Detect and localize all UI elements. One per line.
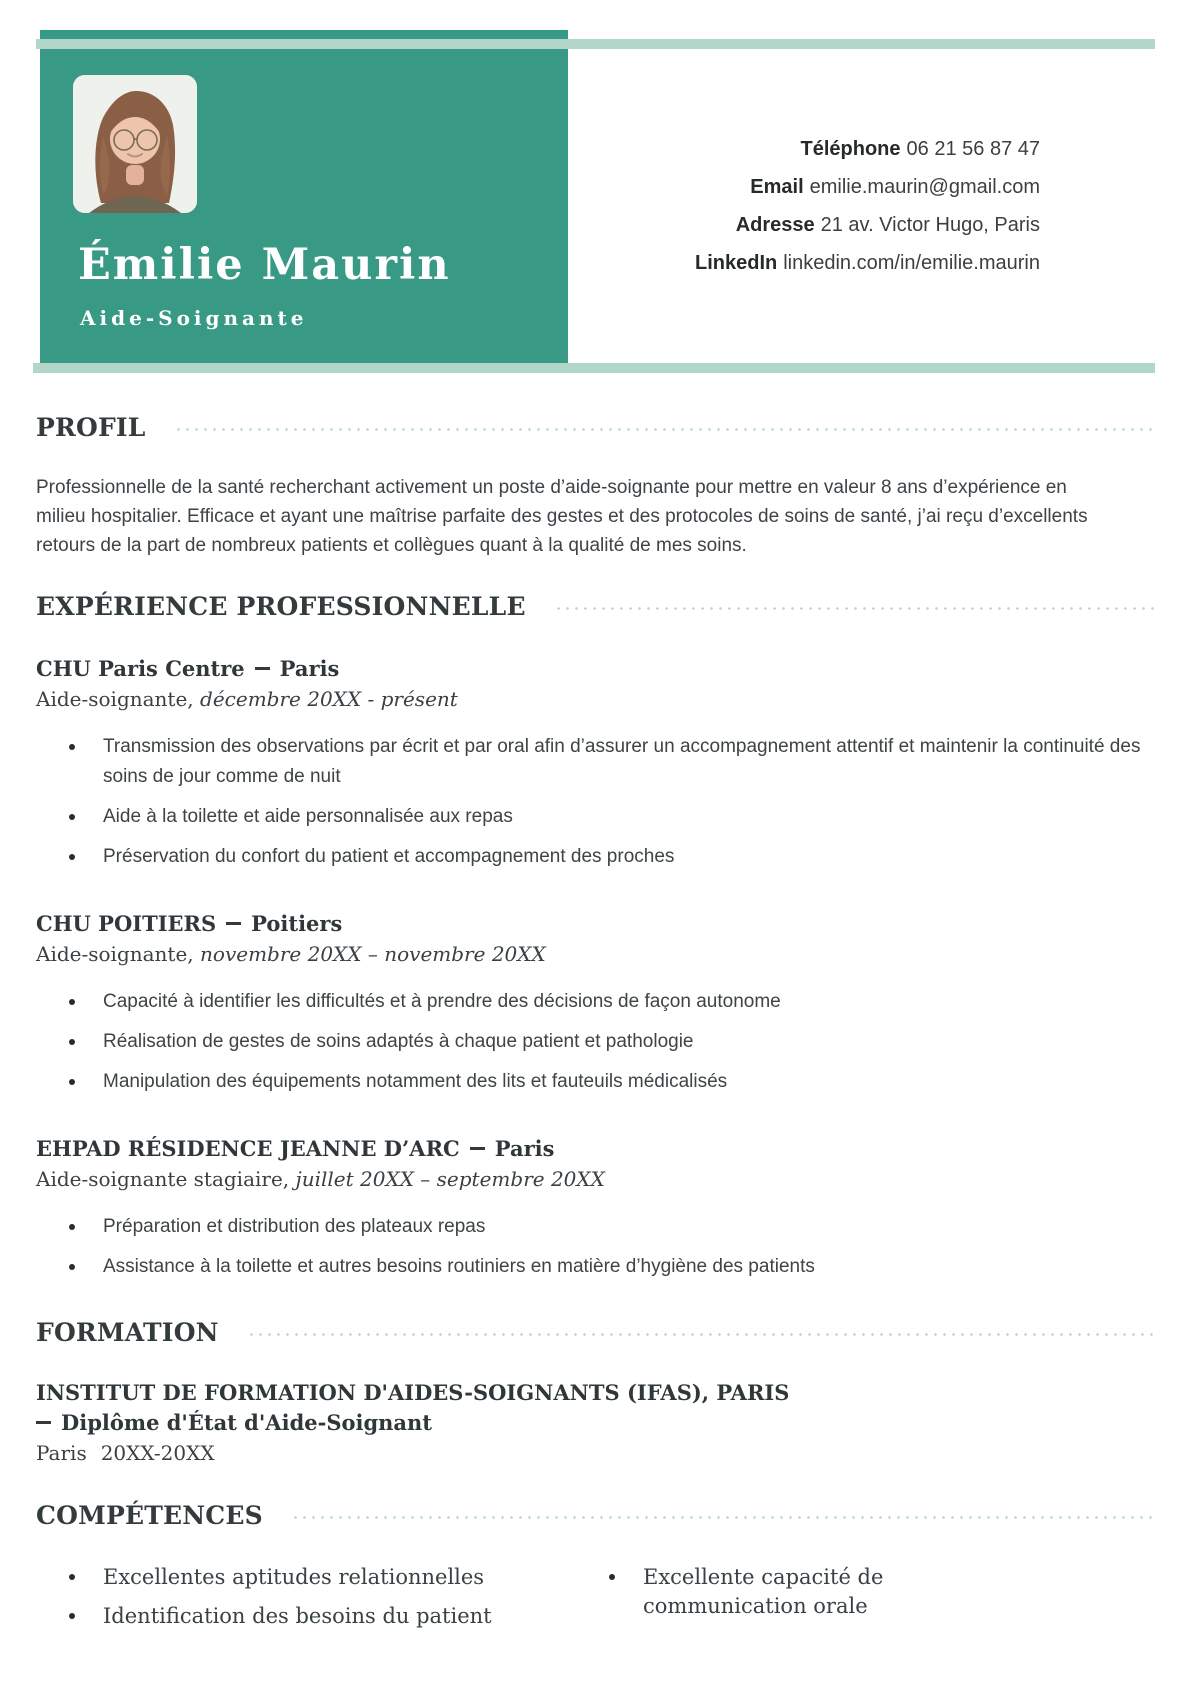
competence-item: Excellentes aptitudes relationnelles — [36, 1563, 608, 1592]
competences-list — [608, 1563, 1155, 1621]
job-employer: CHU Paris Centre — [36, 656, 245, 681]
dotted-divider — [247, 1333, 1155, 1336]
job-location: Paris — [494, 1136, 555, 1161]
profile-photo — [73, 75, 197, 213]
education-meta-line — [36, 1440, 1155, 1467]
competence-item: Excellente capacité de communication orale — [608, 1563, 903, 1621]
job-role-line — [36, 941, 1155, 968]
job-role-line — [36, 1166, 1155, 1193]
email-label: Email — [750, 176, 804, 198]
job-dates: novembre 20XX – novembre 20XX — [200, 942, 546, 966]
bullet-item: Transmission des observations par écrit et par oral afin d’assurer un accompagnement attentif et maintenir la continuité des soins de jour comme de nuit — [36, 732, 1155, 792]
job-role: Aide-soignante, — [36, 687, 194, 711]
job-entry — [36, 1135, 1155, 1282]
dotted-divider — [291, 1516, 1155, 1519]
dash-separator — [36, 1421, 51, 1424]
job-location: Paris — [279, 656, 340, 681]
profile-photo-illustration — [73, 75, 197, 213]
profil-paragraph: Professionnelle de la santé recherchant activement un poste d’aide-soignante pour mettre en valeur 8 ans d’expérience en milieu hospitalier. Efficace et ayant une maîtrise parfaite des gestes et des protocoles de soins de santé, j’ai reçu d’excellents retours de la part de nombreux patients et collègues quant à la qualité de mes soins. — [36, 477, 1088, 556]
job-bullet-list — [36, 1212, 1155, 1282]
competences-left-column — [36, 1563, 608, 1641]
email-value: emilie.maurin@gmail.com — [809, 176, 1040, 198]
job-entry — [36, 910, 1155, 1097]
education-location: Paris — [36, 1441, 87, 1465]
section-profil-title: PROFIL — [36, 413, 146, 442]
linkedin-value: linkedin.com/in/emilie.maurin — [783, 252, 1040, 274]
section-formation-heading-row — [36, 1318, 1155, 1347]
bullet-item: Assistance à la toilette et autres besoins routiniers en matière d’hygiène des patients — [36, 1252, 1155, 1282]
job-bullet-list — [36, 732, 1155, 872]
job-dates: juillet 20XX – septembre 20XX — [295, 1167, 605, 1191]
education-entry — [36, 1379, 1155, 1467]
education-degree: Diplôme d'État d'Aide-Soignant — [61, 1410, 433, 1435]
phone-value: 06 21 56 87 47 — [906, 138, 1040, 160]
header-top-accent-strip — [36, 39, 1155, 49]
competences-right-column — [608, 1563, 1155, 1641]
dash-separator — [470, 1147, 485, 1150]
job-role-line — [36, 686, 1155, 713]
bullet-item: Réalisation de gestes de soins adaptés à chaque patient et pathologie — [36, 1027, 1155, 1057]
header-bottom-accent-strip — [33, 363, 1155, 373]
contact-line-linkedin — [695, 244, 1040, 282]
job-title-line — [36, 1135, 1155, 1163]
section-experience-heading-row — [36, 592, 1155, 621]
contact-line-email — [695, 168, 1040, 206]
dotted-divider — [174, 428, 1155, 431]
dash-separator — [255, 667, 270, 670]
bullet-item: Capacité à identifier les difficultés et à prendre des décisions de façon autonome — [36, 987, 1155, 1017]
competence-item: Identification des besoins du patient — [36, 1602, 608, 1631]
education-dates: 20XX-20XX — [100, 1441, 215, 1465]
cv-body — [36, 373, 1155, 1641]
contact-line-phone — [695, 130, 1040, 168]
address-label: Adresse — [735, 214, 815, 236]
job-employer: EHPAD RÉSIDENCE JEANNE D’ARC — [36, 1136, 460, 1161]
bullet-item: Préservation du confort du patient et accompagnement des proches — [36, 842, 1155, 872]
job-dates: décembre 20XX - présent — [200, 687, 458, 711]
dotted-divider — [554, 607, 1155, 610]
job-role: Aide-soignante, — [36, 942, 194, 966]
contact-line-address — [695, 206, 1040, 244]
candidate-job-title: Aide-Soignante — [80, 306, 308, 330]
bullet-item: Manipulation des équipements notamment des lits et fauteuils médicalisés — [36, 1067, 1155, 1097]
education-school: INSTITUT DE FORMATION D'AIDES-SOIGNANTS (IFAS), PARIS — [36, 1380, 790, 1405]
job-employer: CHU POITIERS — [36, 911, 217, 936]
competences-list — [36, 1563, 608, 1631]
dash-separator — [226, 922, 241, 925]
section-experience-title: EXPÉRIENCE PROFESSIONNELLE — [36, 592, 526, 621]
bullet-item: Aide à la toilette et aide personnalisée aux repas — [36, 802, 1155, 832]
phone-label: Téléphone — [800, 138, 901, 160]
section-profil-heading-row — [36, 413, 1155, 442]
bullet-item: Préparation et distribution des plateaux repas — [36, 1212, 1155, 1242]
section-competences-heading-row — [36, 1501, 1155, 1530]
job-bullet-list — [36, 987, 1155, 1097]
job-location: Poitiers — [251, 911, 343, 936]
job-title-line — [36, 655, 1155, 683]
competences-columns — [36, 1563, 1155, 1641]
job-title-line — [36, 910, 1155, 938]
section-formation-title: FORMATION — [36, 1318, 219, 1347]
education-degree-line — [36, 1409, 1155, 1437]
candidate-name: Émilie Maurin — [78, 240, 451, 290]
job-role: Aide-soignante stagiaire, — [36, 1167, 290, 1191]
contact-block — [695, 130, 1040, 282]
job-entry — [36, 655, 1155, 872]
address-value: 21 av. Victor Hugo, Paris — [820, 214, 1040, 236]
linkedin-label: LinkedIn — [694, 252, 778, 274]
section-competences-title: COMPÉTENCES — [36, 1501, 263, 1530]
